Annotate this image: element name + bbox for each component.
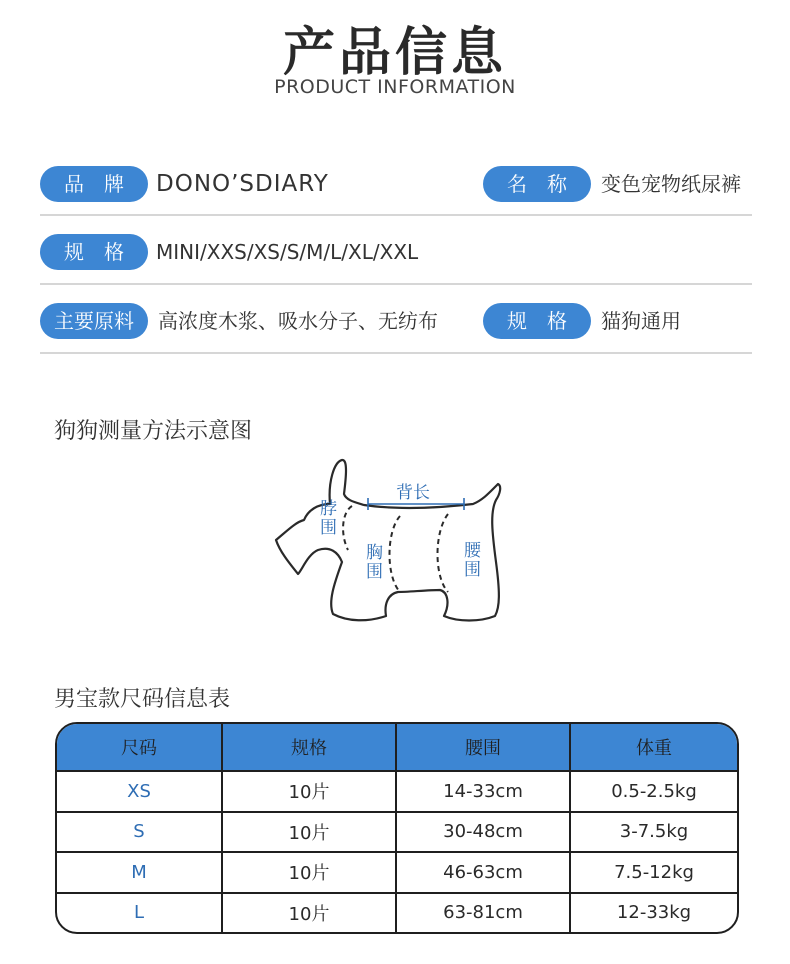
brand-value: DONO’SDIARY xyxy=(156,171,329,197)
cell-waist: 14-33cm xyxy=(396,771,570,812)
cell-spec: 10片 xyxy=(222,852,396,893)
name-label: 名 称 xyxy=(483,166,591,202)
back-length-label: 背长 xyxy=(396,483,430,503)
divider xyxy=(40,283,752,285)
info-row-brand xyxy=(40,162,752,206)
material-value: 高浓度木浆、吸水分子、无纺布 xyxy=(158,309,438,333)
cell-weight: 12-33kg xyxy=(616,902,692,924)
divider xyxy=(40,352,752,354)
dog-measurement-diagram xyxy=(268,452,508,630)
cell-waist: 46-63cm xyxy=(396,852,570,893)
page-title: 产品信息 xyxy=(282,23,507,83)
waist-label: 腰围 xyxy=(464,541,481,580)
column-header-size: 尺码 xyxy=(57,724,222,771)
cell-weight: 3-7.5kg xyxy=(570,812,737,853)
cell-weight: 0.5-2.5kg xyxy=(570,771,737,812)
cell-weight: 7.5-12kg xyxy=(570,852,737,893)
spec2-label: 规 格 xyxy=(483,303,591,339)
page-subtitle: PRODUCT INFORMATION xyxy=(274,76,516,98)
material-label: 主要原料 xyxy=(40,303,148,339)
column-header-waist: 腰围 xyxy=(396,724,570,771)
name-value: 变色宠物纸尿裤 xyxy=(601,172,741,196)
info-row-spec xyxy=(40,230,752,274)
cell-waist: 63-81cm xyxy=(396,893,570,932)
info-row-material xyxy=(40,299,752,343)
table-row xyxy=(57,852,737,893)
cell-size: L xyxy=(57,893,222,932)
cell-size: M xyxy=(57,852,222,893)
cell-spec: 10片 xyxy=(222,812,396,853)
spec-label: 规 格 xyxy=(40,234,148,270)
cell-size: XS xyxy=(57,771,222,812)
cell-spec: 10片 xyxy=(222,893,396,932)
spec-value: MINI/XXS/XS/S/M/L/XL/XXL xyxy=(156,240,419,264)
table-header-row xyxy=(57,724,737,771)
column-header-weight: 体重 xyxy=(570,724,737,771)
column-header-spec: 规格 xyxy=(222,724,396,771)
table-row xyxy=(57,771,737,812)
spec2-value: 猫狗通用 xyxy=(601,309,681,333)
size-table xyxy=(55,722,739,934)
cell-size: S xyxy=(57,812,222,853)
chest-label: 胸围 xyxy=(366,543,383,582)
divider xyxy=(40,214,752,216)
diagram-title: 狗狗测量方法示意图 xyxy=(54,419,253,444)
table-row xyxy=(57,893,737,932)
neck-label: 脖围 xyxy=(320,499,337,538)
cell-spec: 10片 xyxy=(222,771,396,812)
size-table-title: 男宝款尺码信息表 xyxy=(54,687,231,712)
brand-label: 品 牌 xyxy=(40,166,148,202)
table-row xyxy=(57,812,737,853)
cell-waist: 30-48cm xyxy=(396,812,570,853)
